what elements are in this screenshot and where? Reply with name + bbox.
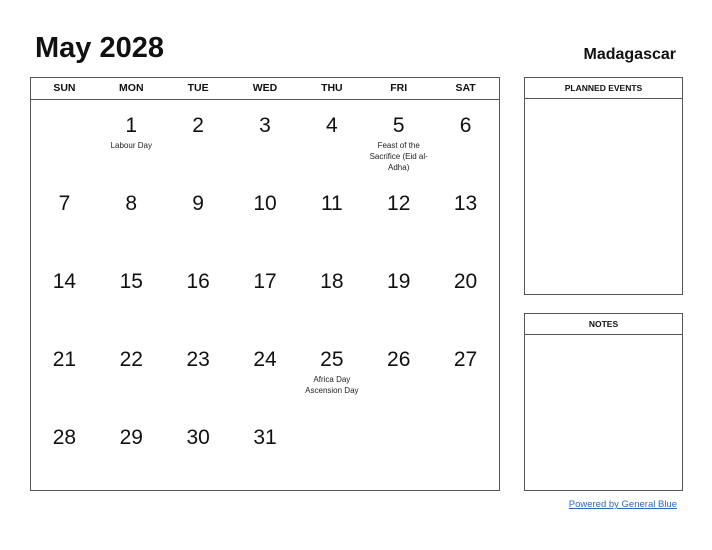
day-number: 31 bbox=[253, 426, 277, 449]
day-number: 11 bbox=[320, 192, 343, 215]
day-cell bbox=[432, 256, 499, 334]
day-number: 28 bbox=[52, 426, 77, 449]
day-number bbox=[432, 412, 499, 426]
day-cell bbox=[165, 334, 232, 412]
holiday-label: Africa Day Ascension Day bbox=[305, 375, 359, 395]
weekday-thu: THU bbox=[321, 82, 343, 94]
planned-events-box bbox=[524, 77, 683, 295]
day-number: 5 bbox=[392, 114, 405, 137]
day-number: 23 bbox=[186, 348, 210, 371]
day-cell bbox=[232, 178, 299, 256]
day-cell bbox=[98, 412, 165, 490]
day-cell bbox=[31, 178, 98, 256]
month-calendar bbox=[30, 77, 500, 491]
day-number: 27 bbox=[453, 348, 478, 371]
day-grid bbox=[31, 100, 499, 490]
day-number: 12 bbox=[387, 192, 411, 215]
day-number: 4 bbox=[326, 114, 338, 137]
country-label: Madagascar bbox=[583, 46, 676, 63]
day-cell bbox=[298, 178, 365, 256]
day-number: 9 bbox=[192, 192, 204, 215]
day-cell bbox=[365, 334, 432, 412]
day-cell bbox=[165, 256, 232, 334]
day-cell bbox=[432, 178, 499, 256]
day-number: 20 bbox=[453, 270, 478, 293]
weekday-header-row bbox=[31, 78, 499, 100]
day-cell bbox=[98, 178, 165, 256]
day-cell bbox=[31, 334, 98, 412]
day-number: 3 bbox=[259, 114, 271, 137]
day-number: 19 bbox=[387, 270, 411, 293]
day-cell bbox=[98, 334, 165, 412]
weekday-tue: TUE bbox=[187, 82, 209, 94]
weekday-sun: SUN bbox=[53, 82, 76, 94]
holiday-label: Labour Day bbox=[110, 141, 152, 150]
weekday-sat: SAT bbox=[455, 82, 476, 94]
holiday-label: Feast of the Sacrifice (Eid al-Adha) bbox=[369, 141, 428, 172]
day-number: 17 bbox=[253, 270, 277, 293]
day-number: 16 bbox=[186, 270, 210, 293]
day-cell bbox=[298, 256, 365, 334]
day-number: 10 bbox=[253, 192, 277, 215]
day-number: 21 bbox=[52, 348, 77, 371]
day-cell bbox=[365, 178, 432, 256]
day-number: 30 bbox=[186, 426, 210, 449]
powered-by-link[interactable]: Powered by General Blue bbox=[568, 499, 677, 510]
notes-box bbox=[524, 313, 683, 491]
day-cell bbox=[98, 256, 165, 334]
day-cell bbox=[31, 412, 98, 490]
day-cell bbox=[298, 334, 365, 412]
day-cell bbox=[232, 412, 299, 490]
day-cell bbox=[432, 412, 499, 490]
day-number: 1 bbox=[125, 114, 138, 137]
day-number: 8 bbox=[125, 192, 138, 215]
weekday-mon: MON bbox=[119, 82, 144, 94]
day-number: 14 bbox=[52, 270, 77, 293]
day-cell bbox=[165, 412, 232, 490]
day-number: 25 bbox=[320, 348, 344, 371]
day-cell bbox=[232, 256, 299, 334]
day-cell bbox=[432, 100, 499, 178]
day-number: 29 bbox=[119, 426, 143, 449]
day-number: 22 bbox=[119, 348, 143, 371]
day-cell bbox=[365, 100, 432, 178]
notes-heading: NOTES bbox=[525, 314, 682, 335]
day-number: 2 bbox=[192, 114, 204, 137]
day-number: 7 bbox=[58, 192, 71, 215]
planned-events-heading: PLANNED EVENTS bbox=[525, 78, 682, 99]
day-cell bbox=[298, 412, 365, 490]
day-number bbox=[298, 412, 365, 426]
day-number bbox=[31, 100, 98, 114]
day-number: 24 bbox=[253, 348, 277, 371]
day-cell bbox=[365, 412, 432, 490]
day-cell bbox=[365, 256, 432, 334]
day-number: 6 bbox=[459, 114, 472, 137]
weekday-wed: WED bbox=[252, 82, 278, 94]
day-cell bbox=[432, 334, 499, 412]
day-number: 15 bbox=[119, 270, 143, 293]
day-cell bbox=[98, 100, 165, 178]
page-title: May 2028 bbox=[35, 32, 164, 64]
day-cell bbox=[31, 100, 98, 178]
day-cell bbox=[31, 256, 98, 334]
day-cell bbox=[298, 100, 365, 178]
day-number: 26 bbox=[387, 348, 411, 371]
day-number bbox=[365, 412, 432, 426]
day-number: 13 bbox=[453, 192, 478, 215]
day-cell bbox=[165, 100, 232, 178]
weekday-fri: FRI bbox=[390, 82, 408, 94]
day-cell bbox=[232, 100, 299, 178]
day-cell bbox=[165, 178, 232, 256]
day-cell bbox=[232, 334, 299, 412]
day-number: 18 bbox=[320, 270, 344, 293]
